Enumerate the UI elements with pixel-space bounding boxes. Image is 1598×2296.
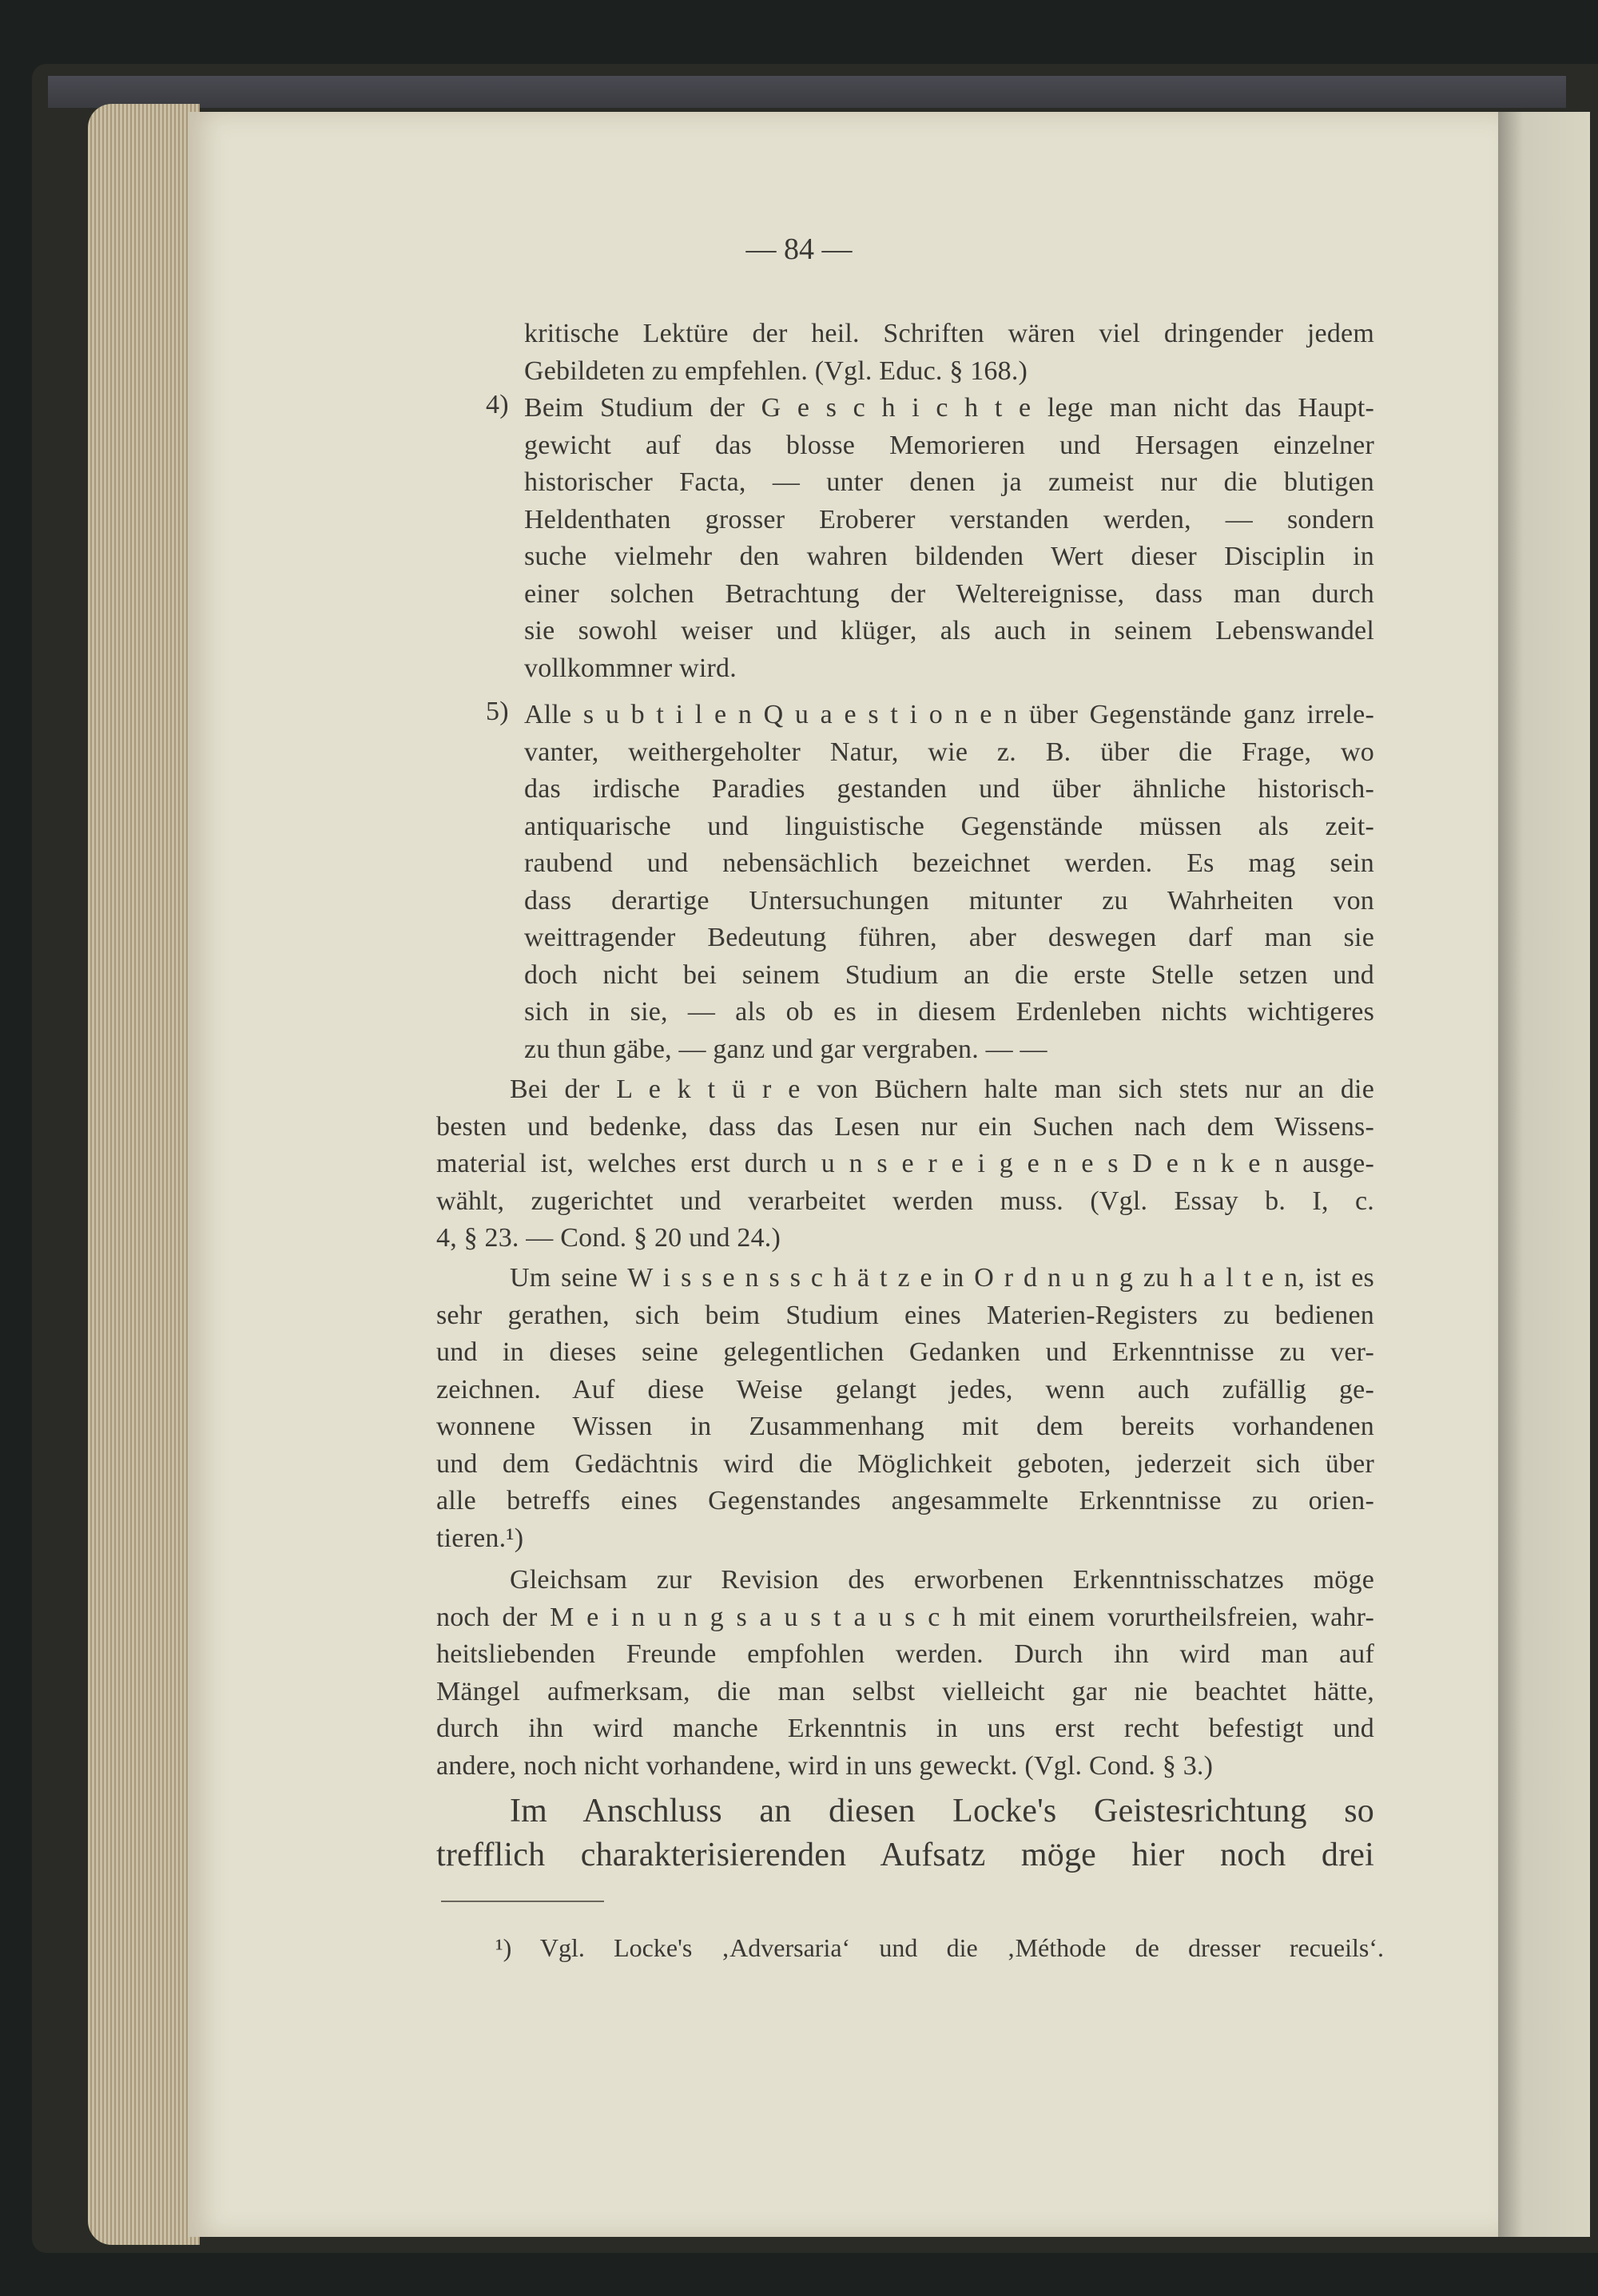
text-line: Mängel aufmerksam, die man selbst vielleicht gar nie beachtet hätte, bbox=[436, 1676, 1374, 1706]
text-line: weittragender Bedeutung führen, aber deswegen darf man sie bbox=[524, 923, 1374, 952]
text-line: raubend und nebensächlich bezeichnet werden. Es mag sein bbox=[524, 848, 1374, 878]
list-number: 5) bbox=[486, 697, 509, 726]
text-line: vanter, weithergeholter Natur, wie z. B. über die Frage, wo bbox=[524, 737, 1374, 767]
text-line: antiquarische und linguistische Gegenstände müssen als zeit- bbox=[524, 811, 1374, 841]
text-line: und in dieses seine gelegentlichen Gedanken und Erkenntnisse zu ver- bbox=[436, 1337, 1374, 1367]
para-wissensschaetze bbox=[436, 1260, 1374, 1557]
text-line: wählt, zugerichtet und verarbeitet werden muss. (Vgl. Essay b. I, c. bbox=[436, 1186, 1374, 1216]
footnote: ¹) Vgl. Locke's ‚Adversaria‘ und die ‚Méthode de dresser recueils‘. bbox=[495, 1933, 1384, 1962]
text-line: besten und bedenke, dass das Lesen nur ein Suchen nach dem Wissens- bbox=[436, 1111, 1374, 1142]
item-3-cont bbox=[524, 316, 1374, 390]
text-line: kritische Lektüre der heil. Schriften wären viel dringender jedem bbox=[524, 319, 1374, 348]
text-line: und dem Gedächtnis wird die Möglichkeit geboten, jederzeit sich über bbox=[436, 1448, 1374, 1479]
text-line: 4, § 23. — Cond. § 20 und 24.) bbox=[436, 1223, 781, 1253]
text-line: gewicht auf das blosse Memorieren und Hersagen einzelner bbox=[524, 430, 1374, 460]
text-line: Gleichsam zur Revision des erworbenen Erkenntnisschatzes möge bbox=[510, 1565, 1374, 1595]
list-number: 4) bbox=[486, 390, 509, 419]
item-5 bbox=[486, 697, 1374, 1068]
page-number: — 84 — bbox=[745, 232, 853, 266]
para-gleichsam bbox=[436, 1562, 1374, 1785]
text-line: Alle s u b t i l e n Q u a e s t i o n e n über Gegenstände ganz irrele- bbox=[524, 700, 1374, 729]
item-4 bbox=[486, 390, 1374, 687]
text-line: tieren.¹) bbox=[436, 1523, 524, 1553]
book-headband bbox=[48, 76, 1566, 108]
text-line: suche vielmehr den wahren bildenden Wert dieser Disciplin in bbox=[524, 542, 1374, 571]
text-line: material ist, welches erst durch u n s e r e i g e n e s D e n k e n ausge- bbox=[436, 1149, 1374, 1178]
text-line: das irdische Paradies gestanden und über ähnliche historisch- bbox=[524, 774, 1374, 804]
text-line: noch der M e i n u n g s a u s t a u s c h mit einem vorurtheilsfreien, wahr- bbox=[436, 1602, 1374, 1632]
text-line: Um seine W i s s e n s s c h ä t z e in O r d n u n g zu h a l t e n, ist es bbox=[510, 1263, 1374, 1293]
text-line: alle betreffs eines Gegenstandes angesammelte Erkenntnisse zu orien- bbox=[436, 1486, 1374, 1515]
text-line: wonnene Wissen in Zusammenhang mit dem bereits vorhandenen bbox=[436, 1412, 1374, 1441]
text-line: andere, noch nicht vorhandene, wird in uns geweckt. (Vgl. Cond. § 3.) bbox=[436, 1750, 1214, 1781]
facing-page-edge bbox=[1494, 112, 1590, 2237]
text-line: Heldenthaten grosser Eroberer verstanden werden, — sondern bbox=[524, 504, 1374, 534]
text-line: vollkommner wird. bbox=[524, 653, 737, 683]
text-line: zeichnen. Auf diese Weise gelangt jedes, wenn auch zufällig ge- bbox=[436, 1374, 1374, 1404]
text-line: Beim Studium der G e s c h i c h t e lege man nicht das Haupt- bbox=[524, 393, 1374, 423]
text-line: einer solchen Betrachtung der Weltereignisse, dass man durch bbox=[524, 578, 1374, 609]
text-line: trefflich charakterisierenden Aufsatz möge hier noch drei bbox=[436, 1837, 1374, 1873]
text-line: heitsliebenden Freunde empfohlen werden. Durch ihn wird man auf bbox=[436, 1639, 1374, 1669]
text-line: durch ihn wird manche Erkenntnis in uns erst recht befestigt und bbox=[436, 1714, 1374, 1743]
para-anschluss bbox=[436, 1790, 1374, 1877]
text-line: Gebildeten zu empfehlen. (Vgl. Educ. § 168.) bbox=[524, 356, 1028, 386]
text-line: sie sowohl weiser und klüger, als auch in seinem Lebenswandel bbox=[524, 616, 1374, 646]
text-line: Bei der L e k t ü r e von Büchern halte man sich stets nur an die bbox=[510, 1075, 1374, 1104]
text-line: zu thun gäbe, — ganz und gar vergraben. — — bbox=[524, 1034, 1047, 1064]
page-edges bbox=[88, 104, 200, 2245]
text-line: sich in sie, — als ob es in diesem Erdenleben nichts wichtigeres bbox=[524, 997, 1374, 1027]
para-lektuere bbox=[436, 1071, 1374, 1257]
text-line: dass derartige Untersuchungen mitunter zu Wahrheiten von bbox=[524, 885, 1374, 916]
footnote-rule bbox=[441, 1901, 604, 1902]
text-line: historischer Facta, — unter denen ja zumeist nur die blutigen bbox=[524, 467, 1374, 497]
text-line: doch nicht bei seinem Studium an die erste Stelle setzen und bbox=[524, 959, 1374, 990]
text-line: sehr gerathen, sich beim Studium eines Materien-Registers zu bedienen bbox=[436, 1300, 1374, 1330]
text-line: Im Anschluss an diesen Locke's Geistesrichtung so bbox=[510, 1793, 1374, 1829]
